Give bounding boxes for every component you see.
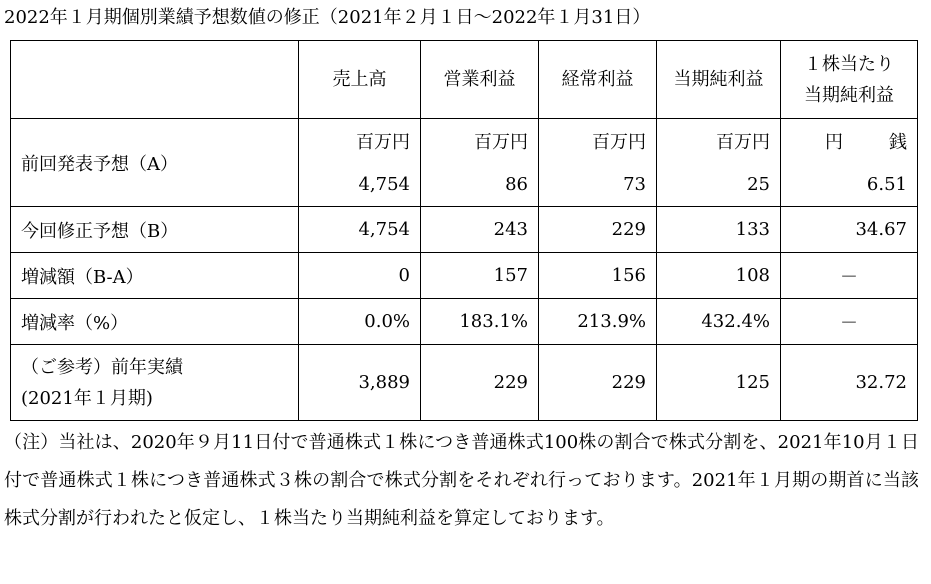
unit-net-profit: 百万円	[657, 119, 781, 163]
header-ordinary-profit: 経常利益	[539, 41, 657, 119]
unit-ordinary-profit: 百万円	[539, 119, 657, 163]
table-row	[11, 299, 918, 345]
cell-operating-profit: 243	[421, 207, 539, 253]
cell-ordinary-profit: 156	[539, 253, 657, 299]
unit-operating-profit: 百万円	[421, 119, 539, 163]
cell-sales: 4,754	[299, 207, 421, 253]
header-eps	[781, 41, 918, 119]
cell-eps: －	[781, 299, 918, 345]
row-label-previous-forecast: 前回発表予想（A）	[11, 119, 299, 207]
cell-ordinary-profit: 229	[539, 207, 657, 253]
cell-operating-profit: 183.1%	[421, 299, 539, 345]
cell-eps: 6.51	[781, 163, 918, 207]
unit-eps-sen: 銭	[889, 131, 907, 153]
header-eps-line2: 当期純利益	[804, 84, 894, 106]
table-row	[11, 207, 918, 253]
cell-net-profit: 25	[657, 163, 781, 207]
header-row	[11, 41, 918, 119]
table-row-units	[11, 119, 918, 163]
cell-net-profit: 432.4%	[657, 299, 781, 345]
header-operating-profit: 営業利益	[421, 41, 539, 119]
row-label-change-rate: 増減率（%）	[11, 299, 299, 345]
cell-operating-profit: 229	[421, 345, 539, 421]
forecast-revision-title: 2022年１月期個別業績予想数値の修正（2021年２月１日～2022年１月31日）	[4, 7, 651, 28]
cell-sales: 0.0%	[299, 299, 421, 345]
cell-ordinary-profit: 213.9%	[539, 299, 657, 345]
cell-eps: 32.72	[781, 345, 918, 421]
cell-operating-profit: 157	[421, 253, 539, 299]
footnote: （注）当社は、2020年９月11日付で普通株式１株につき普通株式100株の割合で株式分割を、2021年10月１日付で普通株式１株につき普通株式３株の割合で株式分割をそれぞれ行っております。2021年１月期の期首に当該株式分割が行われたと仮定し、１株当たり当期純利益を算定しております。	[4, 432, 919, 529]
header-blank	[11, 41, 299, 119]
row-label-prior-year-line1: （ご参考）前年実績	[21, 356, 183, 378]
cell-eps: 34.67	[781, 207, 918, 253]
cell-sales: 0	[299, 253, 421, 299]
header-eps-line1: １株当たり	[804, 53, 894, 75]
cell-net-profit: 125	[657, 345, 781, 421]
unit-eps	[781, 119, 918, 163]
row-label-prior-year-line2: (2021年１月期)	[21, 387, 153, 409]
unit-eps-yen: 円	[825, 131, 843, 153]
cell-net-profit: 133	[657, 207, 781, 253]
cell-ordinary-profit: 73	[539, 163, 657, 207]
row-label-prior-year	[11, 345, 299, 421]
row-label-revised-forecast: 今回修正予想（B）	[11, 207, 299, 253]
cell-operating-profit: 86	[421, 163, 539, 207]
cell-sales: 3,889	[299, 345, 421, 421]
forecast-table	[10, 40, 918, 421]
cell-net-profit: 108	[657, 253, 781, 299]
cell-eps: －	[781, 253, 918, 299]
cell-ordinary-profit: 229	[539, 345, 657, 421]
header-net-profit: 当期純利益	[657, 41, 781, 119]
header-sales: 売上高	[299, 41, 421, 119]
unit-sales: 百万円	[299, 119, 421, 163]
row-label-change-amount: 増減額（B-A）	[11, 253, 299, 299]
table-row	[11, 345, 918, 421]
cell-sales: 4,754	[299, 163, 421, 207]
table-row	[11, 253, 918, 299]
